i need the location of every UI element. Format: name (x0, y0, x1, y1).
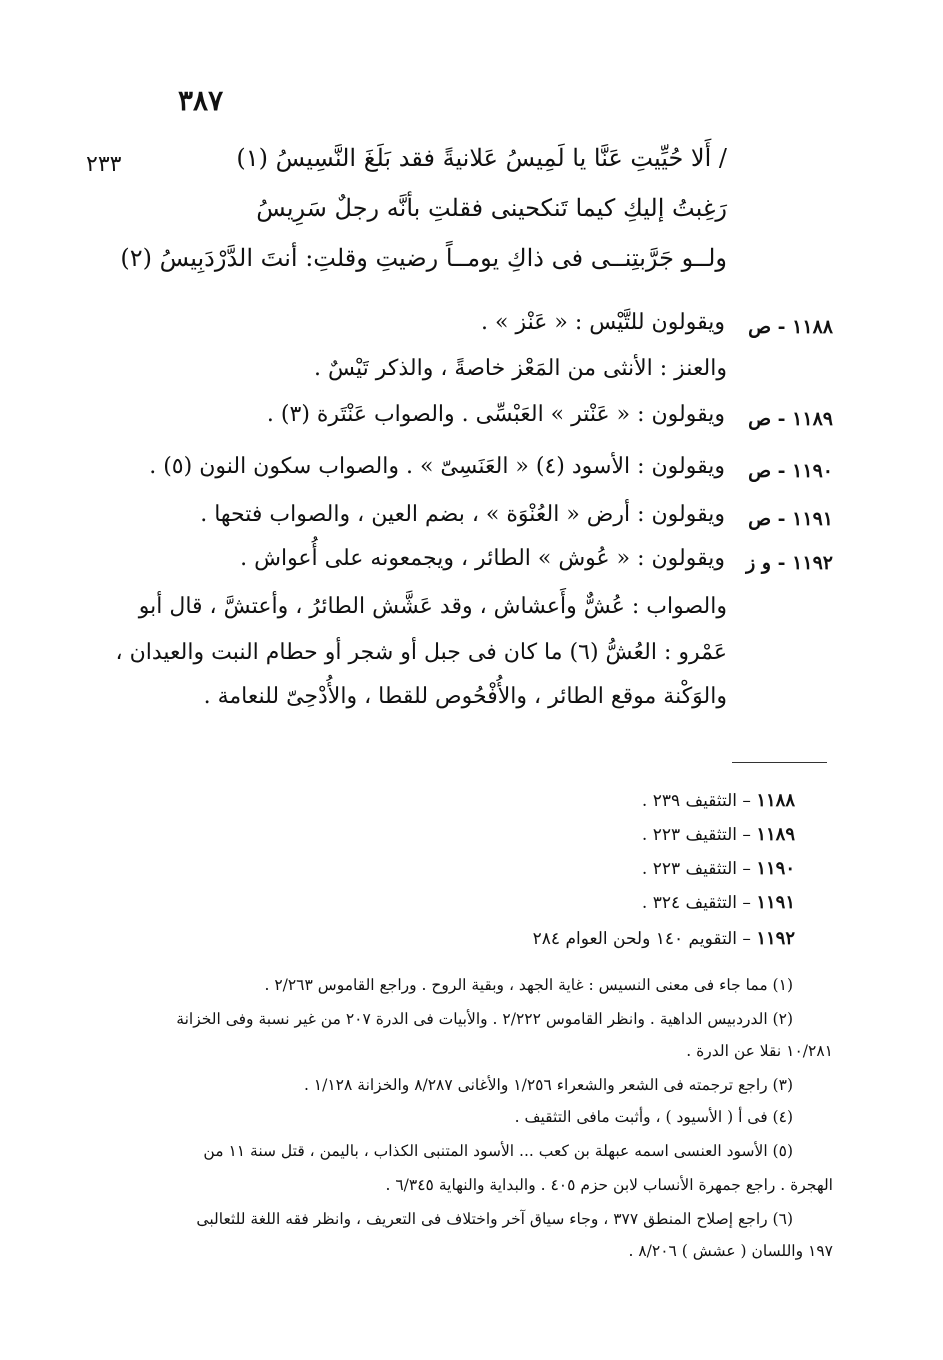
verse-line: / أَلا حُيِّيتِ عَنَّا يا لَمِيسُ عَلانيةً فقد بَلَغَ النَّسِيسُ (١) (236, 144, 727, 172)
entry-continuation: والعنز : الأنثى من المَعْز خاصةً ، والذكر تَيْسٌ . (313, 356, 727, 381)
footnote-continuation: ١٠/٢٨١ نقلا عن الدرة . (686, 1042, 833, 1060)
reference-line (642, 790, 795, 811)
footnote: (٦) راجع إصلاح المنطق ٣٧٧ ، وجاء سياق آخر واختلاف فى التعريف ، وانظر فقه اللغة للثعالبى (196, 1210, 793, 1228)
reference-number: ١١٨٩ (756, 824, 795, 845)
footnote-continuation: ١٩٧ واللسان ( عشش ) ٨/٢٠٦ . (628, 1242, 833, 1260)
footnote: (٥) الأسود العنسى اسمه عبهلة بن كعب ... الأسود المتنبى الكذاب ، باليمن ، قتل سنة ١١ من (203, 1142, 793, 1160)
verse-line: رَغِبتُ إليكِ كيما تَنكحينى فقلتِ بأنَّه رجلٌ سَرِيسُ (256, 194, 727, 222)
entry-text: ويقولون : الأسود (٤) « العَنَسِىّ » . والصواب سكون النون (٥) . (149, 454, 725, 479)
reference-line (642, 858, 795, 879)
entry-text: ويقولون : « عُوش » الطائر ، ويجمعونه على أُعواش . (240, 546, 725, 571)
entry-number: ١١٩٢ - و ز (746, 552, 833, 574)
entry-continuation: والوَكْنة موقع الطائر ، والأُفْحُوص للقطا ، والأُدْحِىّ للنعامة . (203, 684, 727, 709)
footnote: (١) مما جاء فى معنى النسيس : غاية الجهد ، وبقية الروح . وراجع القاموس ٢/٢٦٣ . (264, 976, 793, 994)
page-number: ٣٨٧ (178, 84, 224, 117)
entry-continuation: والصواب : عُشٌّ وأَعشاش ، وقد عَشَّش الطائرُ ، وأعتشَّ ، قال أبو (138, 594, 727, 619)
reference-line (642, 824, 795, 845)
entry-text: ويقولون : « عَنْتر » العَبْسِّى . والصواب عَنْتَرة (٣) . (266, 402, 725, 427)
reference-text: – التثقيف ٢٢٣ . (641, 825, 751, 845)
reference-number: ١١٨٨ (756, 790, 795, 811)
reference-number: ١١٩٠ (756, 858, 795, 879)
footnote-continuation: الهجرة . راجع جمهرة الأنساب لابن حزم ٤٠٥ . والبداية والنهاية ٦/٣٤٥ . (385, 1176, 833, 1194)
entry-number: ١١٨٩ - ص (748, 408, 833, 430)
entry-number: ١١٩١ - ص (748, 508, 833, 530)
reference-text: – التثقيف ٢٣٩ . (641, 791, 751, 811)
entry-number: ١١٨٨ - ص (748, 316, 833, 338)
entry-text: ويقولون للتَّيْس : « عَنْز » . (481, 310, 725, 335)
footnote: (٣) راجع ترجمته فى الشعر والشعراء ١/٢٥٦ والأغانى ٨/٢٨٧ والخزانة ١/١٢٨ . (303, 1076, 793, 1094)
reference-text: – التقويم ١٤٠ ولحن العوام ٢٨٤ (532, 929, 751, 949)
footnote-divider (732, 762, 827, 763)
reference-number: ١١٩٢ (756, 928, 795, 949)
entry-text: ويقولون : أرض « العُنْوَة » ، بضم العين ، والصواب فتحها . (200, 502, 725, 527)
reference-line (642, 892, 795, 913)
footnote: (٤) فى أ ( الأسيود ) ، وأثبت مافى التثقيف . (514, 1108, 793, 1126)
entry-number: ١١٩٠ - ص (748, 460, 833, 482)
entry-continuation: عَمْرو : العُشُّ (٦) ما كان فى جبل أو شجر أو حطام النبت والعيدان ، (115, 640, 727, 665)
reference-line (533, 928, 795, 949)
verse-line: ولــو جَرَّبتِنــى فى ذاكِ يومــاً رضيتِ وقلتِ: أنتَ الدَّرْدَبِيسُ (٢) (120, 244, 727, 272)
verse-number: ٢٣٣ (86, 152, 122, 177)
reference-text: – التثقيف ٢٢٣ . (641, 859, 751, 879)
reference-number: ١١٩١ (756, 892, 795, 913)
reference-text: – التثقيف ٣٢٤ . (641, 893, 751, 913)
footnote: (٢) الدردبيس الداهية . وانظر القاموس ٢/٢٢٢ . والأبيات فى الدرة ٢٠٧ من غير نسبة وفى الخزانة (176, 1010, 793, 1028)
